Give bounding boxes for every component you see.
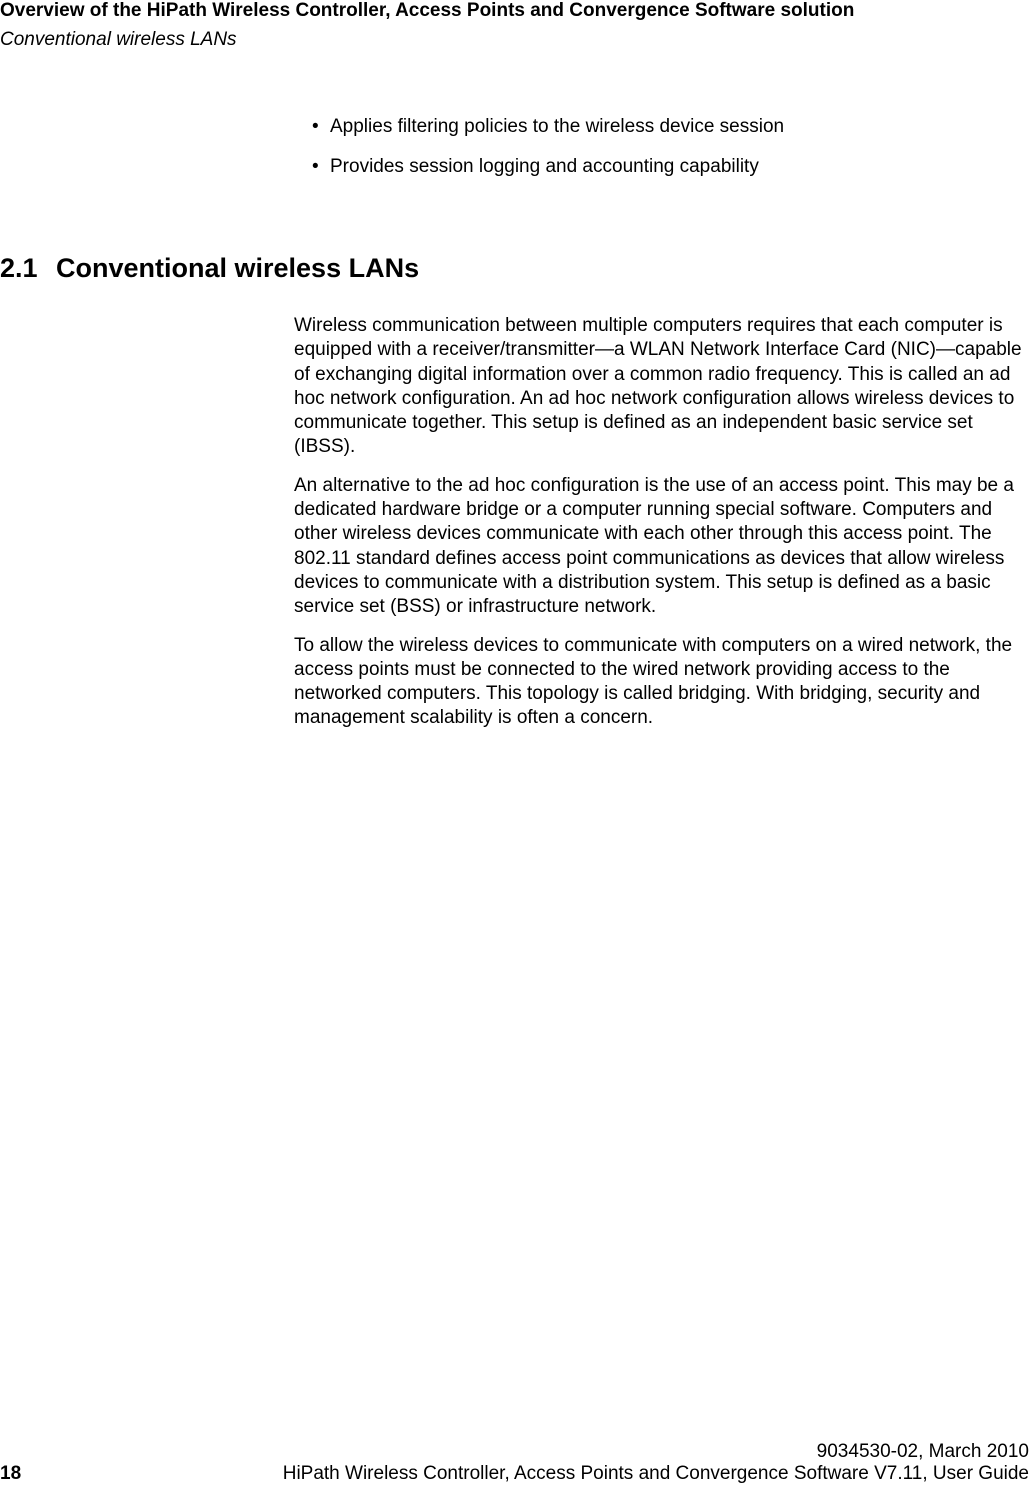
bullet-icon: •: [312, 116, 319, 137]
running-header-subtitle: Conventional wireless LANs: [0, 29, 237, 50]
bullet-icon: •: [312, 156, 319, 177]
bullet-list: [312, 115, 1012, 195]
section-number: 2.1: [0, 253, 38, 283]
bullet-text: Applies filtering policies to the wireless device session: [330, 116, 785, 137]
paragraph: An alternative to the ad hoc configuration is the use of an access point. This may be a dedicated hardware bridge or a computer running special software. Computers and other wireless devices communicate with each other through this access point. The 802.11 standard defines access point communications as devices that allow wireless devices to communicate with a distribution system. This setup is defined as a basic service set (BSS) or infrastructure network.: [294, 474, 1014, 618]
body-text: [294, 314, 1029, 745]
running-header-title: Overview of the HiPath Wireless Controller, Access Points and Convergence Software solution: [0, 0, 855, 21]
section-heading: [0, 252, 1029, 284]
list-item: [312, 115, 1012, 155]
footer-guide-title: HiPath Wireless Controller, Access Points and Convergence Software V7.11, User Guide: [282, 1463, 1029, 1484]
paragraph: To allow the wireless devices to communicate with computers on a wired network, the access points must be connected to the wired network providing access to the networked computers. This topology is called bridging. With bridging, security and management scalability is often a concern.: [294, 634, 1013, 729]
list-item: [312, 155, 1012, 195]
bullet-text: Provides session logging and accounting capability: [330, 156, 759, 177]
page-number: 18: [0, 1463, 22, 1484]
section-title: Conventional wireless LANs: [56, 253, 420, 283]
paragraph: Wireless communication between multiple computers requires that each computer is equipped with a receiver/transmitter—a WLAN Network Interface Card (NIC)—capable of exchanging digital information over a common radio frequency. This is called an ad hoc network configuration. An ad hoc network configuration allows wireless devices to communicate together. This setup is defined as an independent basic service set (IBSS).: [294, 315, 1022, 458]
footer-doc-id: 9034530-02, March 2010: [816, 1441, 1029, 1462]
